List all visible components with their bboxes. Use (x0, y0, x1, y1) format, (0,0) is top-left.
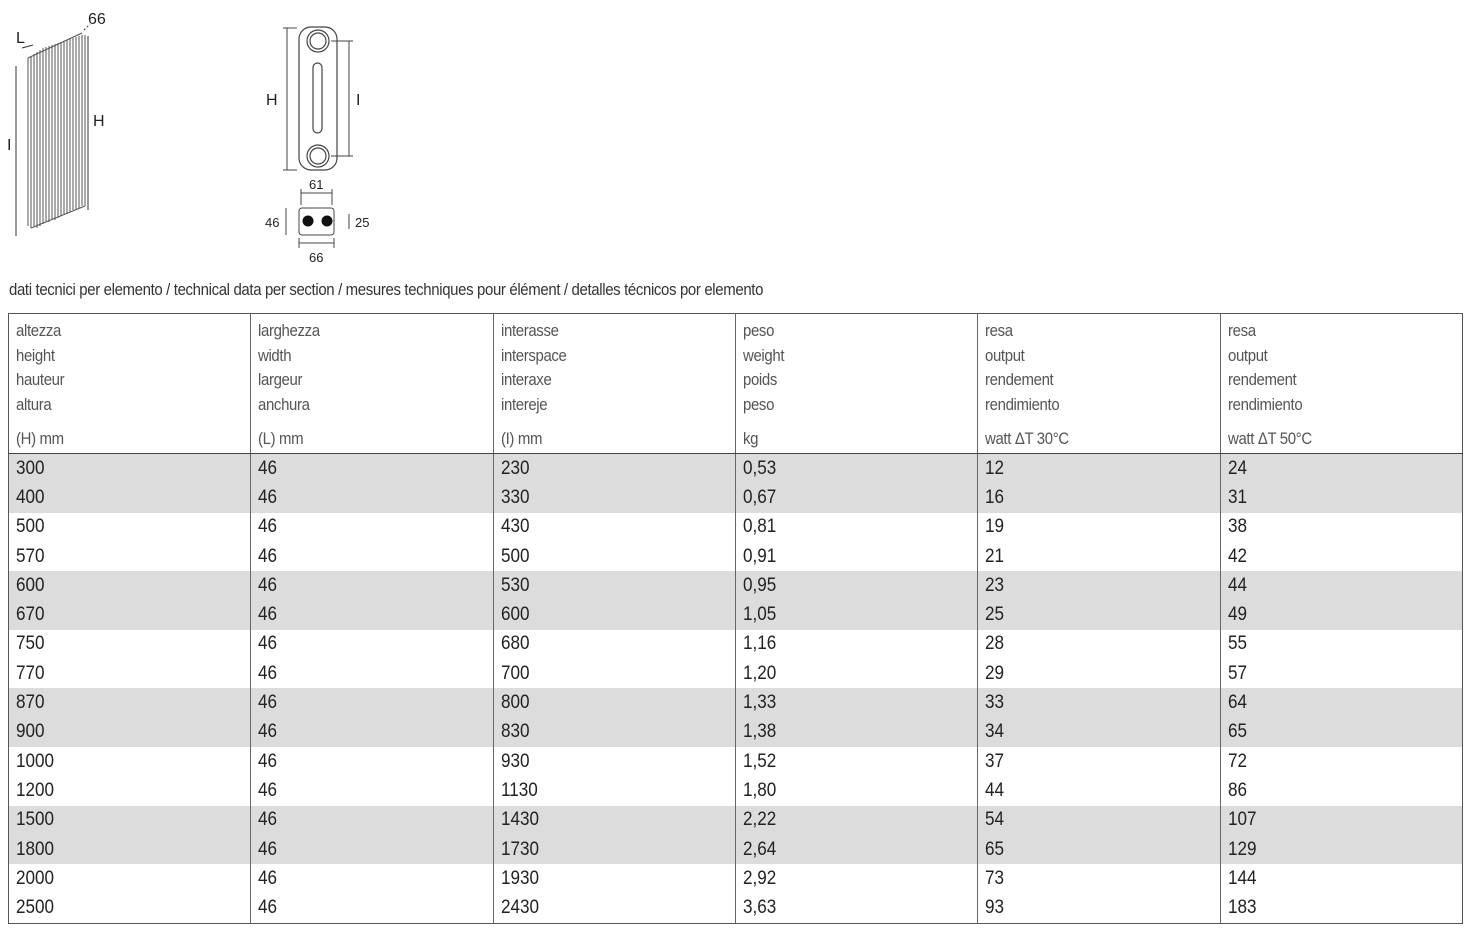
cell-value: 870 (16, 692, 45, 714)
output-30-cell (978, 513, 1220, 542)
weight-cell (735, 718, 977, 747)
header-unit: kg (742, 429, 759, 448)
header-label-line: rendimiento (985, 394, 1060, 414)
header-label-line: interaxe (500, 370, 552, 389)
cell-value: 38 (1227, 516, 1247, 538)
height-cell (9, 483, 251, 512)
cell-value: 800 (500, 692, 530, 714)
header-label-line: output (985, 345, 1025, 365)
height-cell (9, 893, 251, 923)
cell-value: 1800 (16, 838, 55, 860)
weight-cell (735, 571, 977, 600)
header-label-line: rendement (985, 370, 1054, 389)
interspace-cell (493, 688, 735, 717)
cell-value: 46 (258, 867, 278, 889)
cell-value: 57 (1227, 662, 1247, 684)
cell-value: 25 (985, 604, 1005, 626)
height-cell (9, 864, 251, 893)
top-right-label: 25 (355, 215, 370, 230)
cell-value: 12 (985, 457, 1005, 479)
cell-value: 2,22 (742, 809, 777, 831)
cell-value: 73 (985, 867, 1005, 889)
cell-value: 46 (258, 838, 278, 860)
table-body (9, 454, 1463, 924)
width-cell (251, 600, 493, 629)
weight-header (735, 314, 977, 454)
cell-value: 46 (258, 750, 278, 772)
header-label-line: weight (742, 345, 785, 365)
header-unit: (I) mm (500, 429, 542, 448)
width-cell (251, 864, 493, 893)
cell-value: 49 (1227, 604, 1247, 626)
pipe-hole-right (322, 216, 333, 227)
cell-value: 44 (1227, 574, 1247, 596)
cell-value: 54 (985, 809, 1005, 831)
cell-value: 3,63 (742, 897, 777, 919)
radiator-diagram (0, 0, 400, 270)
cell-value: 46 (258, 604, 278, 626)
interspace-header (493, 314, 735, 454)
cell-value: 1200 (16, 779, 55, 801)
output-30-cell (978, 630, 1220, 659)
header-label-line: rendimiento (1227, 394, 1302, 414)
output-30-cell (978, 600, 1220, 629)
cell-value: 29 (985, 662, 1005, 684)
width-cell (251, 718, 493, 747)
cell-value: 183 (1227, 897, 1257, 919)
cell-value: 900 (16, 721, 45, 743)
interspace-cell (493, 659, 735, 688)
cell-value: 65 (985, 838, 1005, 860)
output-30-cell (978, 454, 1220, 484)
header-label-line: resa (1227, 321, 1256, 340)
cell-value: 21 (985, 545, 1005, 567)
output-50-cell (1220, 630, 1462, 659)
cell-value: 23 (985, 574, 1005, 596)
isometric-radiator-drawing (16, 24, 90, 236)
cell-value: 0,67 (742, 486, 777, 508)
height-cell (9, 454, 251, 484)
cell-value: 1000 (16, 750, 55, 772)
width-cell (251, 454, 493, 484)
header-label-line: output (1227, 345, 1268, 365)
header-label-line: anchura (258, 394, 310, 414)
header-label-line: intereje (500, 394, 547, 414)
weight-cell (735, 542, 977, 571)
header-label-line: larghezza (258, 321, 321, 340)
cell-value: 680 (500, 633, 530, 655)
weight-cell (735, 835, 977, 864)
cell-value: 1,33 (742, 692, 777, 714)
cell-value: 42 (1227, 545, 1247, 567)
height-cell (9, 806, 251, 835)
iso-i-label: I (7, 137, 12, 154)
weight-cell (735, 864, 977, 893)
width-cell (251, 835, 493, 864)
table-row (9, 864, 1463, 893)
header-label-line: poids (742, 370, 778, 389)
cell-value: 129 (1227, 838, 1257, 860)
width-cell (251, 776, 493, 805)
table-row (9, 893, 1463, 923)
top-width-top-label: 61 (309, 177, 324, 192)
front-h-label: H (266, 92, 278, 109)
cell-value: 1930 (500, 867, 539, 889)
output-50-cell (1220, 864, 1462, 893)
cell-value: 34 (985, 721, 1005, 743)
top-view-drawing (286, 189, 349, 248)
weight-cell (735, 630, 977, 659)
table-row (9, 835, 1463, 864)
output-30-cell (978, 864, 1220, 893)
table-row (9, 600, 1463, 629)
width-cell (251, 571, 493, 600)
cell-value: 44 (985, 779, 1005, 801)
height-cell (9, 571, 251, 600)
header-label-line: altura (16, 394, 52, 414)
cell-value: 770 (16, 662, 45, 684)
weight-cell (735, 454, 977, 484)
cell-value: 1,80 (742, 779, 777, 801)
cell-value: 750 (16, 633, 45, 655)
header-label-line: largeur (258, 370, 303, 389)
table-row (9, 806, 1463, 835)
cell-value: 1500 (16, 809, 55, 831)
output-50-cell (1220, 659, 1462, 688)
cell-value: 1,05 (742, 604, 777, 626)
output-50-cell (1220, 454, 1462, 484)
height-cell (9, 630, 251, 659)
interspace-cell (493, 718, 735, 747)
cell-value: 700 (500, 662, 530, 684)
width-header (251, 314, 493, 454)
pipe-hole-left (303, 216, 314, 227)
interspace-cell (493, 571, 735, 600)
cell-value: 28 (985, 633, 1005, 655)
output-50-cell (1220, 718, 1462, 747)
header-label-line: resa (985, 321, 1014, 340)
technical-data-table (8, 313, 1463, 924)
table-row (9, 688, 1463, 717)
cell-value: 670 (16, 604, 45, 626)
interspace-cell (493, 835, 735, 864)
table-row (9, 483, 1463, 512)
cell-value: 2500 (16, 897, 55, 919)
front-view-drawing (283, 27, 353, 170)
cell-value: 500 (500, 545, 530, 567)
interspace-cell (493, 893, 735, 923)
output-50-cell (1220, 835, 1462, 864)
width-cell (251, 747, 493, 776)
cell-value: 2,64 (742, 838, 777, 860)
header-unit: (H) mm (16, 429, 64, 448)
table-header-row (9, 314, 1463, 454)
cell-value: 86 (1227, 779, 1247, 801)
cell-value: 600 (16, 574, 45, 596)
weight-cell (735, 893, 977, 923)
header-unit: watt ΔT 50°C (1227, 429, 1312, 448)
output-30-cell (978, 718, 1220, 747)
cell-value: 46 (258, 779, 278, 801)
output-50-cell (1220, 513, 1462, 542)
weight-cell (735, 776, 977, 805)
height-cell (9, 542, 251, 571)
table-row (9, 542, 1463, 571)
height-cell (9, 776, 251, 805)
output-30-cell (978, 659, 1220, 688)
output-30-cell (978, 688, 1220, 717)
width-cell (251, 893, 493, 923)
cell-value: 400 (16, 486, 45, 508)
interspace-cell (493, 542, 735, 571)
output-50-header (1220, 314, 1462, 454)
front-i-label: I (356, 92, 361, 109)
height-cell (9, 659, 251, 688)
cell-value: 500 (16, 516, 45, 538)
cell-value: 0,81 (742, 516, 777, 538)
cell-value: 1,38 (742, 721, 777, 743)
output-50-cell (1220, 893, 1462, 923)
interspace-cell (493, 864, 735, 893)
table-row (9, 718, 1463, 747)
cell-value: 64 (1227, 692, 1247, 714)
cell-value: 570 (16, 545, 45, 567)
cell-value: 1,20 (742, 662, 777, 684)
width-cell (251, 659, 493, 688)
cell-value: 0,53 (742, 457, 777, 479)
cell-value: 1130 (500, 779, 538, 801)
cell-value: 46 (258, 574, 278, 596)
output-50-cell (1220, 747, 1462, 776)
cell-value: 46 (258, 633, 278, 655)
cell-value: 230 (500, 457, 530, 479)
cell-value: 46 (258, 692, 278, 714)
height-cell (9, 513, 251, 542)
cell-value: 300 (16, 457, 45, 479)
output-30-cell (978, 747, 1220, 776)
cell-value: 24 (1227, 457, 1247, 479)
table-caption: dati tecnici per elemento / technical data per section / mesures techniques pour élément / detalles técnicos por elemento (9, 280, 764, 299)
output-30-cell (978, 806, 1220, 835)
interspace-cell (493, 600, 735, 629)
iso-l-label: L (16, 30, 25, 47)
cell-value: 46 (258, 721, 278, 743)
cell-value: 2,92 (742, 867, 777, 889)
output-50-cell (1220, 806, 1462, 835)
cell-value: 107 (1227, 809, 1257, 831)
cell-value: 46 (258, 545, 278, 567)
cell-value: 93 (985, 897, 1005, 919)
height-cell (9, 747, 251, 776)
cell-value: 46 (258, 897, 278, 919)
output-50-cell (1220, 542, 1462, 571)
header-unit: (L) mm (258, 429, 304, 448)
weight-cell (735, 688, 977, 717)
weight-cell (735, 483, 977, 512)
cell-value: 144 (1227, 867, 1257, 889)
cell-value: 72 (1227, 750, 1247, 772)
iso-depth-label: 66 (88, 11, 106, 28)
output-30-cell (978, 893, 1220, 923)
cell-value: 16 (985, 486, 1005, 508)
header-label-line: interasse (500, 321, 559, 340)
table-row (9, 630, 1463, 659)
cell-value: 330 (500, 486, 530, 508)
table-row (9, 513, 1463, 542)
cell-value: 55 (1227, 633, 1247, 655)
header-label-line: peso (742, 394, 775, 414)
interspace-cell (493, 630, 735, 659)
interspace-cell (493, 454, 735, 484)
cell-value: 1,52 (742, 750, 777, 772)
cell-value: 1,16 (742, 633, 777, 655)
output-30-cell (978, 571, 1220, 600)
cell-value: 46 (258, 457, 278, 479)
cell-value: 37 (985, 750, 1005, 772)
width-cell (251, 542, 493, 571)
cell-value: 46 (258, 516, 278, 538)
cell-value: 46 (258, 809, 278, 831)
width-cell (251, 513, 493, 542)
header-label-line: rendement (1227, 370, 1297, 389)
output-30-cell (978, 483, 1220, 512)
cell-value: 0,91 (742, 545, 777, 567)
weight-cell (735, 513, 977, 542)
weight-cell (735, 806, 977, 835)
radiator-drawings (0, 0, 400, 270)
width-cell (251, 806, 493, 835)
cell-value: 830 (500, 721, 530, 743)
header-unit: watt ΔT 30°C (985, 429, 1070, 448)
height-cell (9, 835, 251, 864)
table-row (9, 454, 1463, 484)
cell-value: 46 (258, 486, 278, 508)
cell-value: 19 (985, 516, 1005, 538)
interspace-cell (493, 513, 735, 542)
top-width-bottom-label: 66 (309, 250, 324, 265)
header-label-line: hauteur (16, 370, 65, 389)
cell-value: 65 (1227, 721, 1247, 743)
cell-value: 530 (500, 574, 530, 596)
interspace-cell (493, 747, 735, 776)
top-left-label: 46 (265, 215, 280, 230)
interspace-cell (493, 483, 735, 512)
weight-cell (735, 600, 977, 629)
cell-value: 46 (258, 662, 278, 684)
cell-value: 33 (985, 692, 1005, 714)
cell-value: 600 (500, 604, 530, 626)
cell-value: 930 (500, 750, 530, 772)
cell-value: 2000 (16, 867, 55, 889)
cell-value: 2430 (500, 897, 539, 919)
table-row (9, 659, 1463, 688)
width-cell (251, 483, 493, 512)
output-30-cell (978, 542, 1220, 571)
height-cell (9, 600, 251, 629)
width-cell (251, 688, 493, 717)
output-50-cell (1220, 483, 1462, 512)
weight-cell (735, 659, 977, 688)
table-row (9, 747, 1463, 776)
iso-h-label: H (93, 113, 105, 130)
height-cell (9, 688, 251, 717)
cell-value: 1730 (500, 838, 539, 860)
output-50-cell (1220, 600, 1462, 629)
header-label-line: width (258, 345, 292, 365)
cell-value: 31 (1227, 486, 1247, 508)
output-30-cell (978, 776, 1220, 805)
output-50-cell (1220, 688, 1462, 717)
height-header (9, 314, 251, 454)
height-cell (9, 718, 251, 747)
cell-value: 1430 (500, 809, 539, 831)
cell-value: 430 (500, 516, 530, 538)
weight-cell (735, 747, 977, 776)
interspace-cell (493, 776, 735, 805)
output-30-header (978, 314, 1220, 454)
header-label-line: altezza (16, 321, 61, 340)
output-50-cell (1220, 571, 1462, 600)
header-label-line: interspace (500, 345, 567, 365)
header-label-line: height (16, 345, 55, 365)
header-label-line: peso (742, 321, 775, 340)
table-row (9, 776, 1463, 805)
width-cell (251, 630, 493, 659)
interspace-cell (493, 806, 735, 835)
output-30-cell (978, 835, 1220, 864)
table-row (9, 571, 1463, 600)
output-50-cell (1220, 776, 1462, 805)
cell-value: 0,95 (742, 574, 777, 596)
